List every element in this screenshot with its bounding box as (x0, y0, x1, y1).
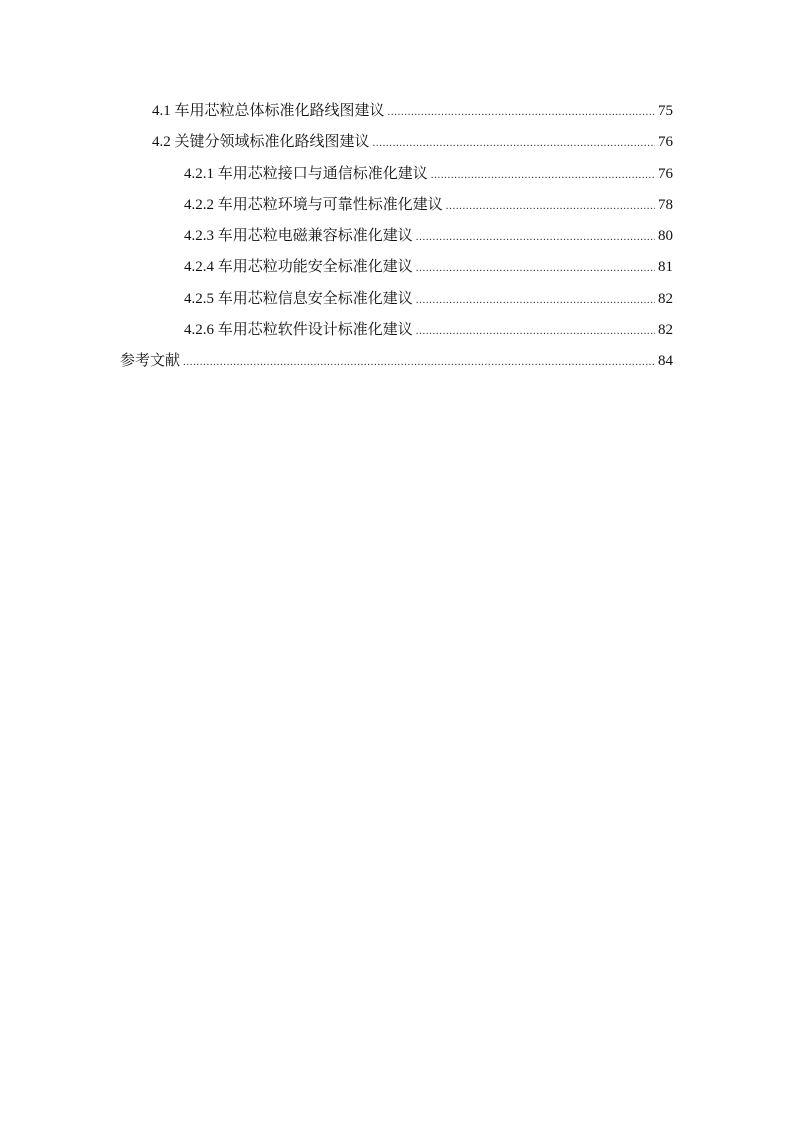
toc-page-number: 82 (658, 290, 673, 307)
dot-leader (431, 160, 655, 191)
toc-page-number: 84 (658, 353, 673, 370)
dot-leader (416, 316, 655, 347)
toc-entry-title: 参考文献 (120, 353, 181, 370)
toc-page-number: 82 (658, 322, 673, 339)
toc-page-number: 78 (658, 196, 673, 213)
toc-page-number: 81 (658, 259, 673, 276)
dot-leader (416, 253, 655, 284)
toc-entry (120, 127, 673, 158)
toc-subentry (120, 221, 673, 252)
toc-entry-title: 4.2.2 车用芯粒环境与可靠性标准化建议 (184, 196, 443, 213)
dot-leader (373, 128, 655, 159)
toc-subentry (120, 284, 673, 315)
toc-subentry (120, 315, 673, 346)
toc-entry-title: 4.2.6 车用芯粒软件设计标准化建议 (184, 322, 413, 339)
dot-leader (416, 222, 655, 253)
toc-page-number: 76 (658, 134, 673, 151)
dot-leader (183, 347, 655, 378)
toc-entry-title: 4.2.5 车用芯粒信息安全标准化建议 (184, 290, 413, 307)
toc-subentry (120, 190, 673, 221)
dot-leader (416, 285, 655, 316)
toc-page-number: 80 (658, 228, 673, 245)
toc-entry-title: 4.2.1 车用芯粒接口与通信标准化建议 (184, 165, 428, 182)
toc-entry-title: 4.1 车用芯粒总体标准化路线图建议 (152, 103, 385, 119)
toc-page-number: 76 (658, 165, 673, 182)
toc-entry-title: 4.2.3 车用芯粒电磁兼容标准化建议 (184, 228, 413, 245)
dot-leader (446, 191, 655, 222)
toc-entry (120, 96, 673, 127)
toc-entry-title: 4.2 关键分领域标准化路线图建议 (152, 134, 370, 151)
toc-entry-title: 4.2.4 车用芯粒功能安全标准化建议 (184, 259, 413, 276)
toc-page-number: 75 (658, 103, 673, 119)
toc-entry-references (120, 346, 673, 377)
table-of-contents (120, 96, 673, 378)
toc-subentry (120, 159, 673, 190)
toc-subentry (120, 252, 673, 283)
dot-leader (388, 97, 655, 128)
